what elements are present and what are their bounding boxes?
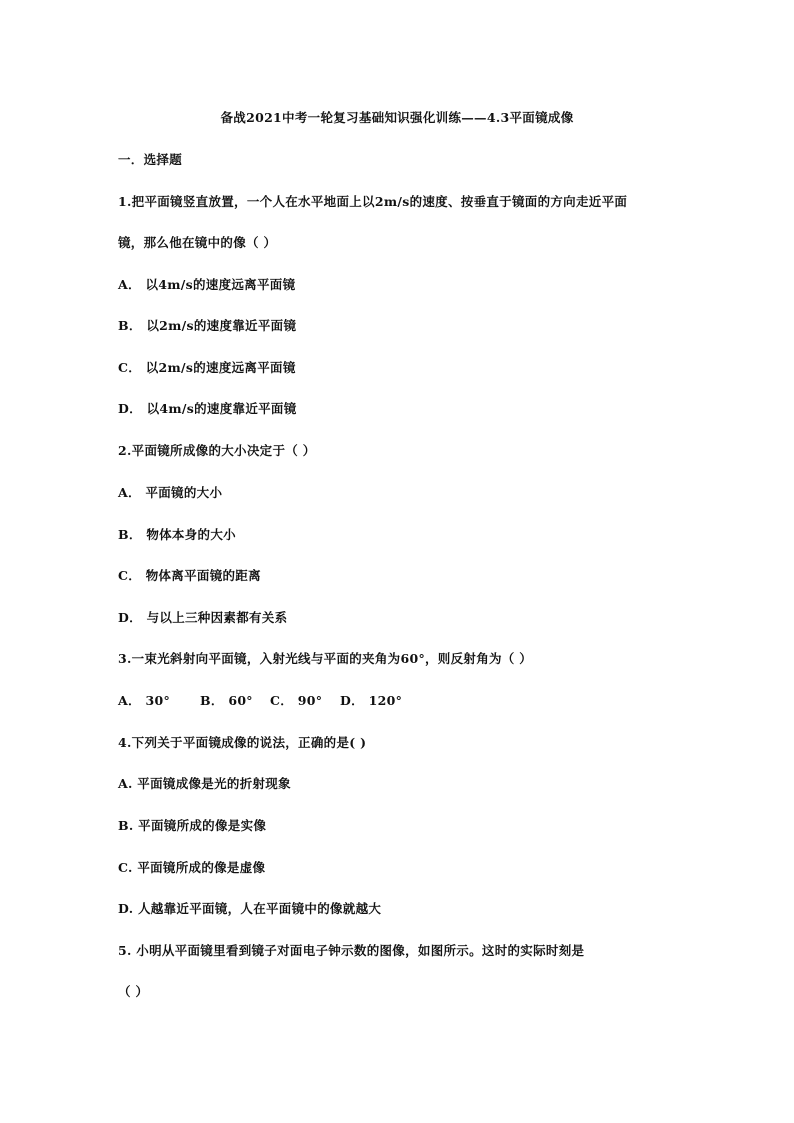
q1-stem-line1: 1.把平面镜竖直放置，一个人在水平地面上以2m/s的速度、按垂直于镜面的方向走近平面 [118,194,628,209]
q4-stem: 4.下列关于平面镜成像的说法，正确的是( ) [118,735,367,750]
q3-stem: 3.一束光斜射向平面镜，入射光线与平面的夹角为60°，则反射角为（ ） [118,651,533,666]
q2-option-c: C． 物体离平面镜的距离 [118,568,261,583]
section-heading: 一．选择题 [118,152,183,167]
q1-stem-line2: 镜，那么他在镜中的像（ ） [118,235,277,250]
q3-option-b: B． 60° [200,693,253,708]
q1-option-d: D． 以4m/s的速度靠近平面镜 [118,401,297,416]
q5-stem-line2: （ ） [118,984,149,999]
q2-stem: 2.平面镜所成像的大小决定于（ ） [118,443,316,458]
q1-option-a: A． 以4m/s的速度远离平面镜 [118,277,296,292]
q1-option-c: C． 以2m/s的速度远离平面镜 [118,360,296,375]
document-title: 备战2021中考一轮复习基础知识强化训练——4.3平面镜成像 [220,110,574,125]
q2-option-a: A． 平面镜的大小 [118,485,223,500]
q4-option-b: B. 平面镜所成的像是实像 [118,818,267,833]
q4-option-a: A. 平面镜成像是光的折射现象 [118,776,291,791]
q3-option-c: C． 90° [270,693,323,708]
q4-option-c: C. 平面镜所成的像是虚像 [118,860,266,875]
q3-option-d: D． 120° [340,693,403,708]
q2-option-b: B． 物体本身的大小 [118,527,236,542]
q5-stem-line1: 5. 小明从平面镜里看到镜子对面电子钟示数的图像，如图所示。这时的实际时刻是 [118,943,585,958]
q4-option-d: D. 人越靠近平面镜，人在平面镜中的像就越大 [118,901,382,916]
q1-option-b: B． 以2m/s的速度靠近平面镜 [118,318,297,333]
q2-option-d: D． 与以上三种因素都有关系 [118,610,288,625]
q3-options-row [118,693,402,709]
q3-option-a: A． 30° [118,693,170,708]
